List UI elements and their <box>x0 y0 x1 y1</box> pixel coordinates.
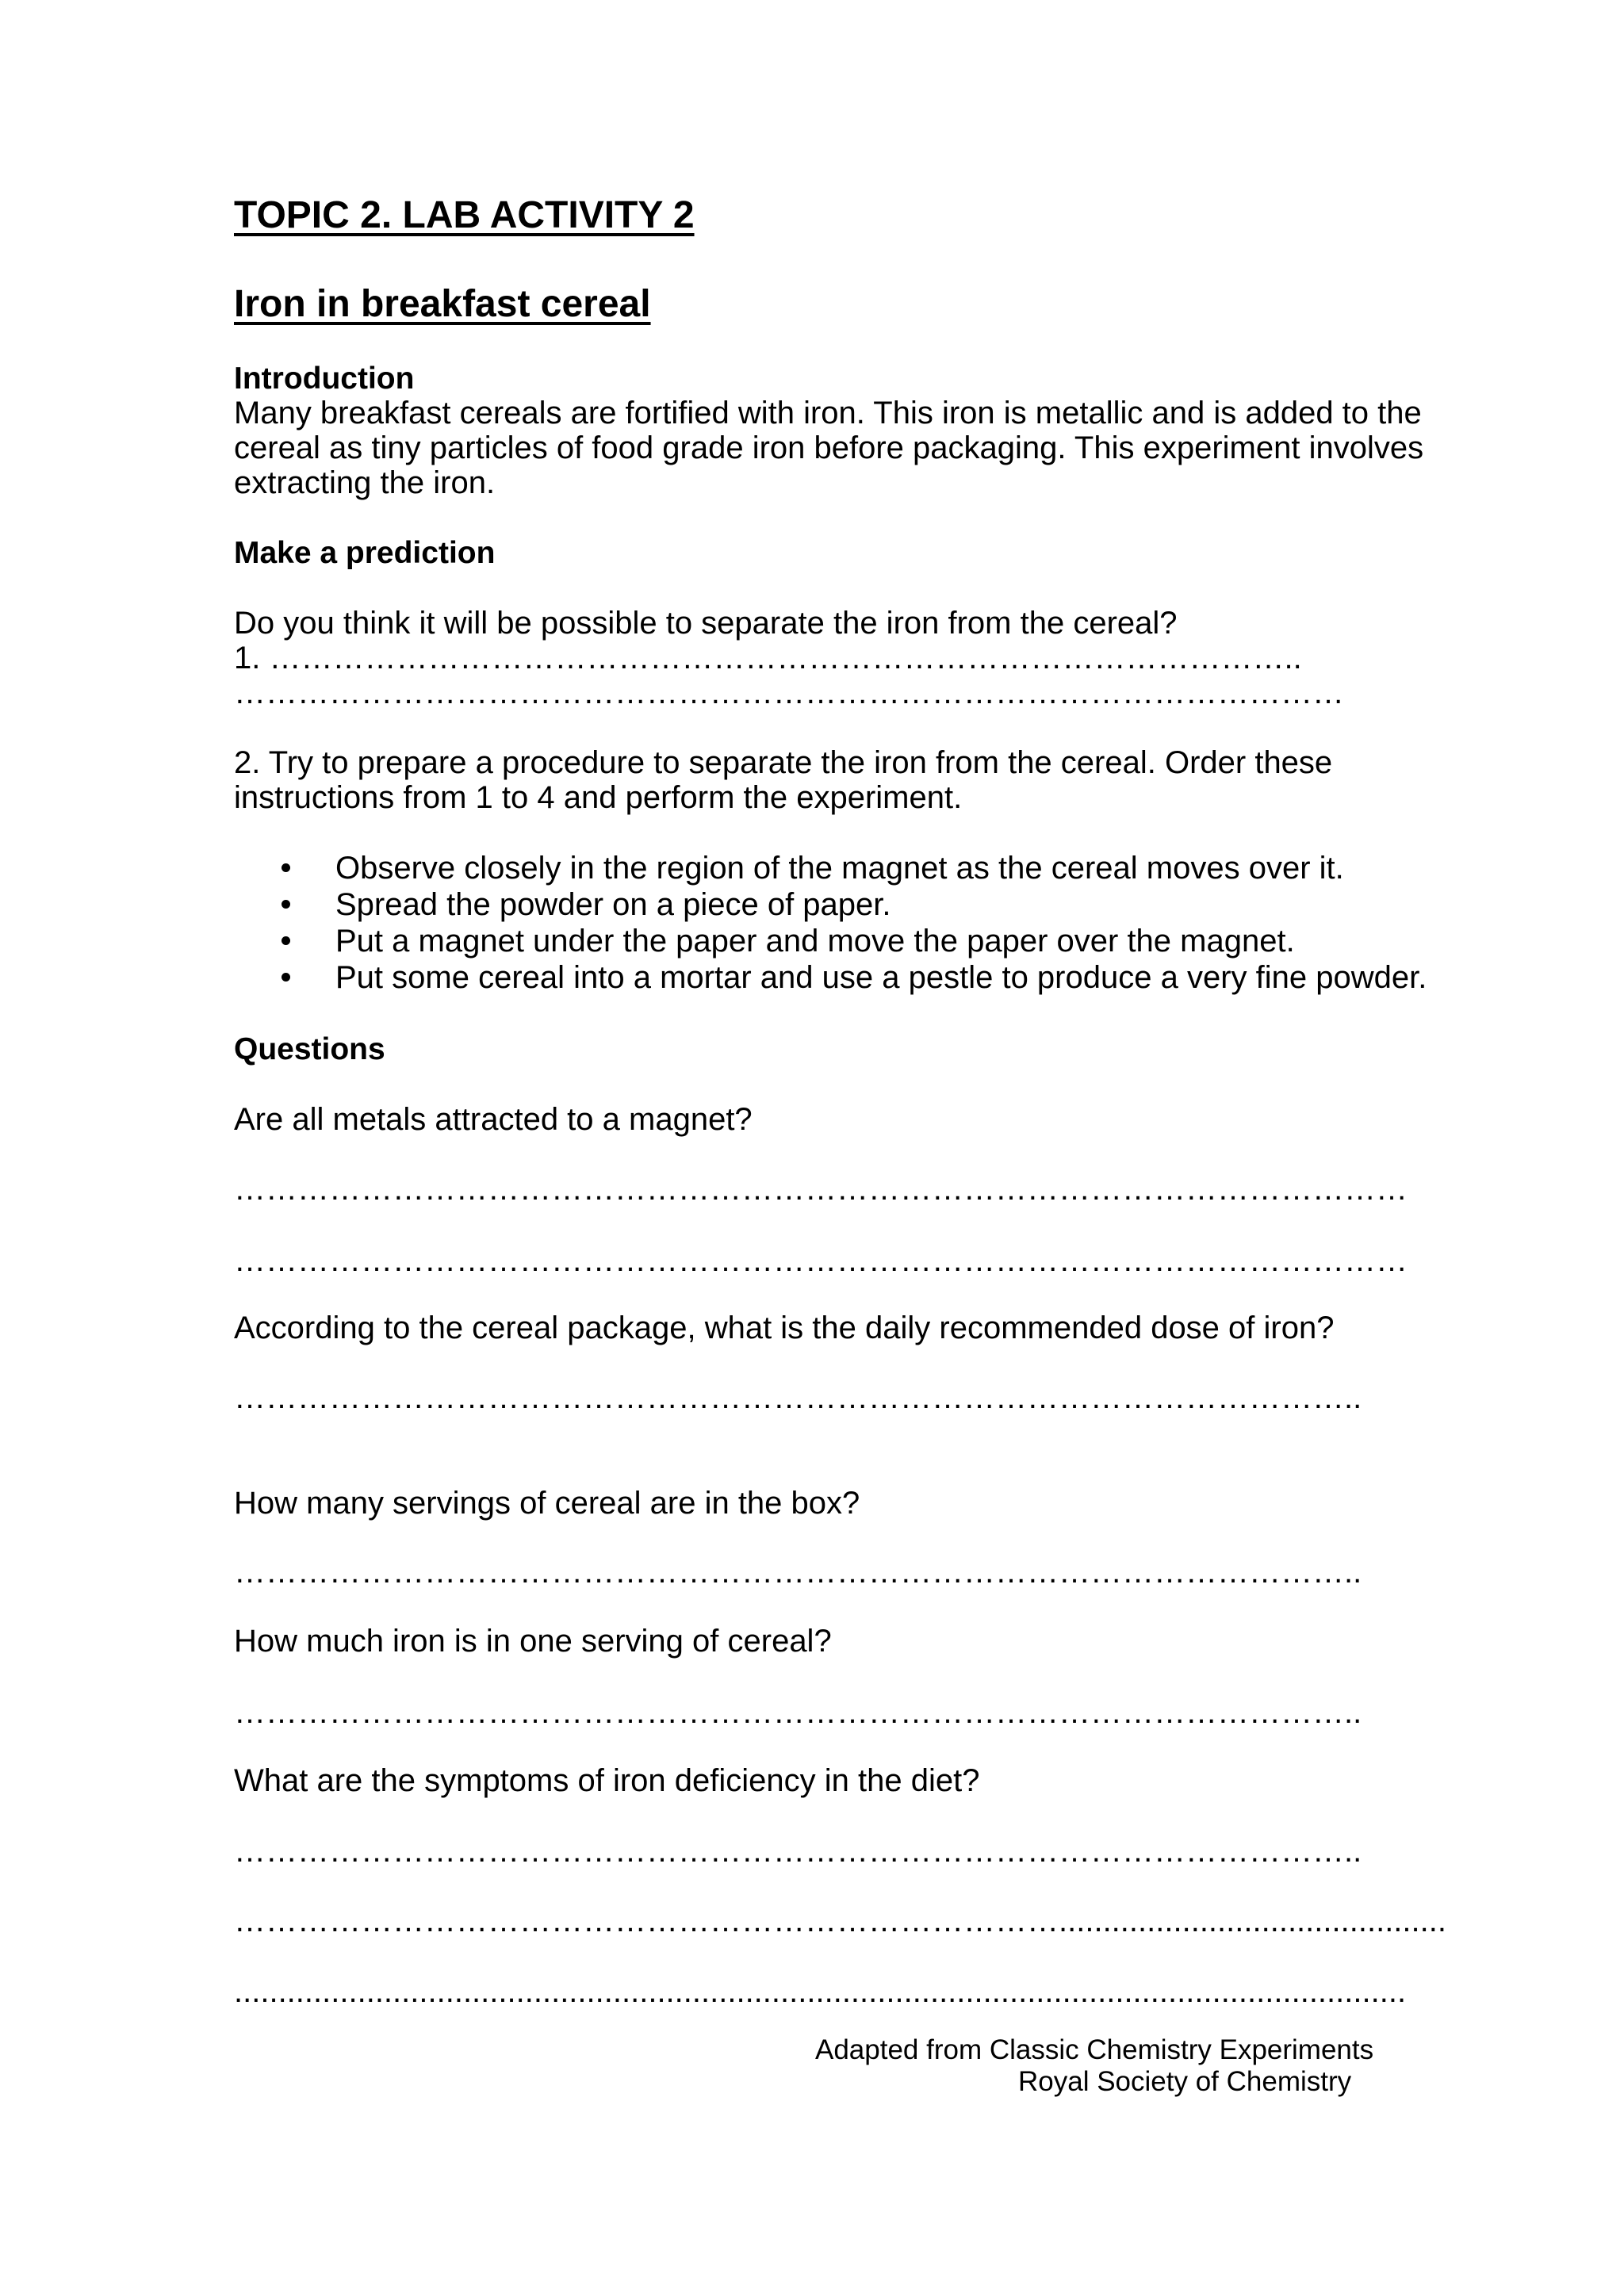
procedure-step <box>282 923 1295 959</box>
bullet-icon <box>282 863 290 872</box>
question-text: How many servings of cereal are in the box? <box>234 1486 860 1521</box>
page-subtitle: Iron in breakfast cereal <box>234 283 651 325</box>
procedure-step <box>282 850 1344 886</box>
procedure-step-text: Spread the powder on a piece of paper. <box>335 887 891 922</box>
questions-heading: Questions <box>234 1032 385 1066</box>
page-title: TOPIC 2. LAB ACTIVITY 2 <box>234 194 695 236</box>
introduction-line: Many breakfast cereals are fortified with iron. This iron is metallic and is added to the <box>234 396 1422 430</box>
credit-line: Royal Society of Chemistry <box>1018 2066 1352 2097</box>
bullet-icon <box>282 973 290 982</box>
question-text: According to the cereal package, what is the daily recommended dose of iron? <box>234 1311 1335 1345</box>
procedure-step-text: Put a magnet under the paper and move the paper over the magnet. <box>335 924 1295 959</box>
bullet-icon <box>282 936 290 945</box>
answer-line[interactable]: ………………………………………………………………………………………………… <box>234 1172 1408 1207</box>
answer-line[interactable]: …………………………………………………………………………………………….. <box>234 1695 1362 1730</box>
introduction-heading: Introduction <box>234 362 415 396</box>
procedure-step <box>282 886 891 923</box>
procedure-step-text: Observe closely in the region of the magnet as the cereal moves over it. <box>335 851 1344 886</box>
procedure-step <box>282 959 1427 996</box>
procedure-instruction: instructions from 1 to 4 and perform the experiment. <box>234 780 963 815</box>
credit-line: Adapted from Classic Chemistry Experiments <box>815 2034 1374 2065</box>
bullet-icon <box>282 900 290 909</box>
answer-line[interactable]: …………………………………………………………………………………………….. <box>234 1834 1362 1869</box>
answer-line[interactable]: …………………………………………………………………………………………….. <box>234 1380 1362 1415</box>
question-text: How much iron is in one serving of cereal? <box>234 1624 832 1659</box>
introduction-line: extracting the iron. <box>234 465 496 500</box>
answer-line[interactable]: 1. …………………………………………………………………………………….. <box>234 641 1302 675</box>
answer-line[interactable]: …………………………………………………………………………………………… <box>234 675 1344 710</box>
answer-line[interactable]: ..................................................................................................................................... <box>234 1974 1407 2009</box>
answer-line[interactable]: …………………………………………………………………………………………….. <box>234 1555 1362 1590</box>
prediction-question: Do you think it will be possible to separate the iron from the cereal? <box>234 606 1178 641</box>
introduction-line: cereal as tiny particles of food grade iron before packaging. This experiment involves <box>234 430 1424 465</box>
procedure-step-text: Put some cereal into a mortar and use a pestle to produce a very fine powder. <box>335 960 1427 995</box>
question-text: What are the symptoms of iron deficiency in the diet? <box>234 1763 980 1798</box>
procedure-instruction: 2. Try to prepare a procedure to separate the iron from the cereal. Order these <box>234 745 1333 780</box>
prediction-heading: Make a prediction <box>234 536 496 570</box>
question-text: Are all metals attracted to a magnet? <box>234 1102 753 1137</box>
answer-line[interactable]: ……………………………………………………………………............................................ <box>234 1904 1446 1938</box>
answer-line[interactable]: ………………………………………………………………………………………………… <box>234 1243 1408 1278</box>
